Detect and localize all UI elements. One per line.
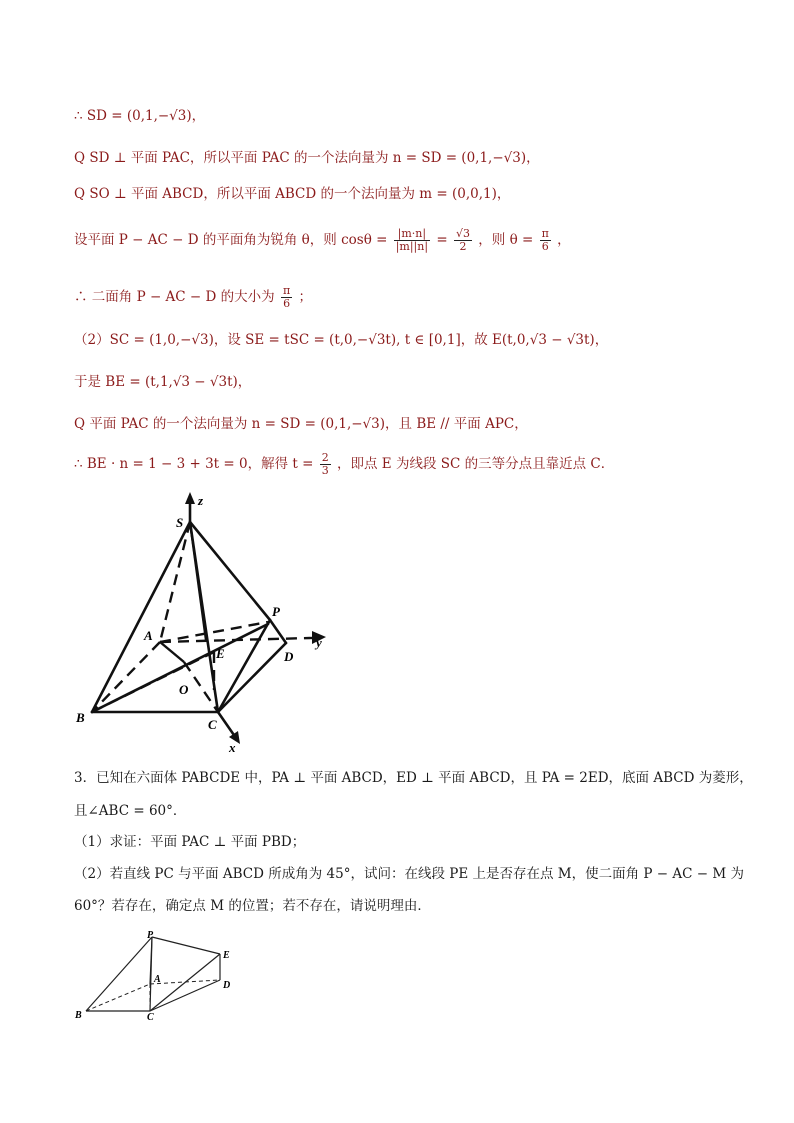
solution-line-2: Q SD ⊥ 平面 PAC，所以平面 PAC 的一个法向量为 n = SD = (0,1,−√3)， xyxy=(74,150,540,166)
solution-line-3: Q SO ⊥ 平面 ABCD，所以平面 ABCD 的一个法向量为 m = (0,0,1)， xyxy=(74,186,511,202)
solution-line-1: ∴ SD = (0,1,−√3)， xyxy=(74,108,206,124)
fraction-pi-over-6: $\frac{\pi}{6}$ xyxy=(541,227,549,253)
label-C: C xyxy=(208,717,217,732)
label-O: O xyxy=(179,682,189,697)
edge-AO xyxy=(160,642,184,662)
problem3-line-5: 60°？若存在，确定点 M 的位置；若不存在，请说明理由． xyxy=(74,898,431,914)
problem3-line-3: （1）求证：平面 PAC ⊥ 平面 PBD； xyxy=(74,834,306,850)
edge-AB xyxy=(92,642,160,712)
label2-A: A xyxy=(154,974,161,985)
solution-line-9: ∴ BE · n = 1 − 3 + 3t = 0，解得 t = $\frac{2}{3}$ ，即点 E 为线段 SC 的三等分点且靠近点 C． xyxy=(74,451,615,477)
label-y: y xyxy=(316,635,322,650)
solution-line-7: 于是 BE = (t,1,√3 − √3t)， xyxy=(74,374,252,390)
fraction-t-value: $\frac{2}{3}$ xyxy=(321,451,329,477)
label-D: D xyxy=(284,649,294,664)
label2-C: C xyxy=(147,1012,154,1020)
pyramid-figure xyxy=(60,486,350,758)
edge-PE xyxy=(152,937,220,954)
label2-E: E xyxy=(223,950,230,961)
label-x: x xyxy=(229,740,236,755)
label-S: S xyxy=(176,515,184,530)
label-P: P xyxy=(272,604,280,619)
fraction-sqrt3-over-2: $\frac{√3}{2}$ xyxy=(455,227,470,253)
z-axis-arrow xyxy=(185,492,195,504)
edge-PB xyxy=(86,937,152,1011)
solution-line-6: （2）SC = (1,0,−√3)，设 SE = tSC = (t,0,−√3t), t ∈ [0,1]，故 E(t,0,√3 − √3t)， xyxy=(74,332,609,348)
x-axis xyxy=(218,712,236,738)
label-E: E xyxy=(216,646,225,661)
hexahedron-figure xyxy=(70,928,240,1020)
edge-SB xyxy=(92,522,190,712)
label-B: B xyxy=(76,710,85,725)
label-z: z xyxy=(198,493,204,508)
solution-line-8: Q 平面 PAC 的一个法向量为 n = SD = (0,1,−√3)，且 BE // 平面 APC， xyxy=(74,416,528,432)
label-A: A xyxy=(144,628,153,643)
fraction-answer-angle: $\frac{\pi}{6}$ xyxy=(282,284,291,310)
solution-line-4: 设平面 P − AC − D 的平面角为锐角 θ，则 cosθ = $\frac{|m\cdot n|}{|m||n|}$ = $\frac{√3}{2}$ ，则 θ = $\frac{\pi}{6}$ ， xyxy=(74,227,571,253)
problem3-line-2: 且∠ABC = 60°． xyxy=(74,803,187,819)
label2-D: D xyxy=(223,980,231,991)
solution-line-5: ∴ 二面角 P − AC − D 的大小为 $\frac{\pi}{6}$ ； xyxy=(74,284,312,310)
problem3-line-1: 3．已知在六面体 PABCDE 中，PA ⊥ 平面 ABCD，ED ⊥ 平面 ABCD，且 PA = 2ED，底面 ABCD 为菱形， xyxy=(74,770,753,786)
label2-B: B xyxy=(75,1010,82,1020)
label2-P: P xyxy=(147,930,154,941)
edge-SA xyxy=(160,522,190,642)
problem3-line-4: （2）若直线 PC 与平面 ABCD 所成角为 45°，试问：在线段 PE 上是否存在点 M，使二面角 P − AC − M 为 xyxy=(74,866,744,882)
fraction-cos: $\frac{|m\cdot n|}{|m||n|}$ xyxy=(395,227,429,253)
edge-BA xyxy=(86,984,150,1011)
